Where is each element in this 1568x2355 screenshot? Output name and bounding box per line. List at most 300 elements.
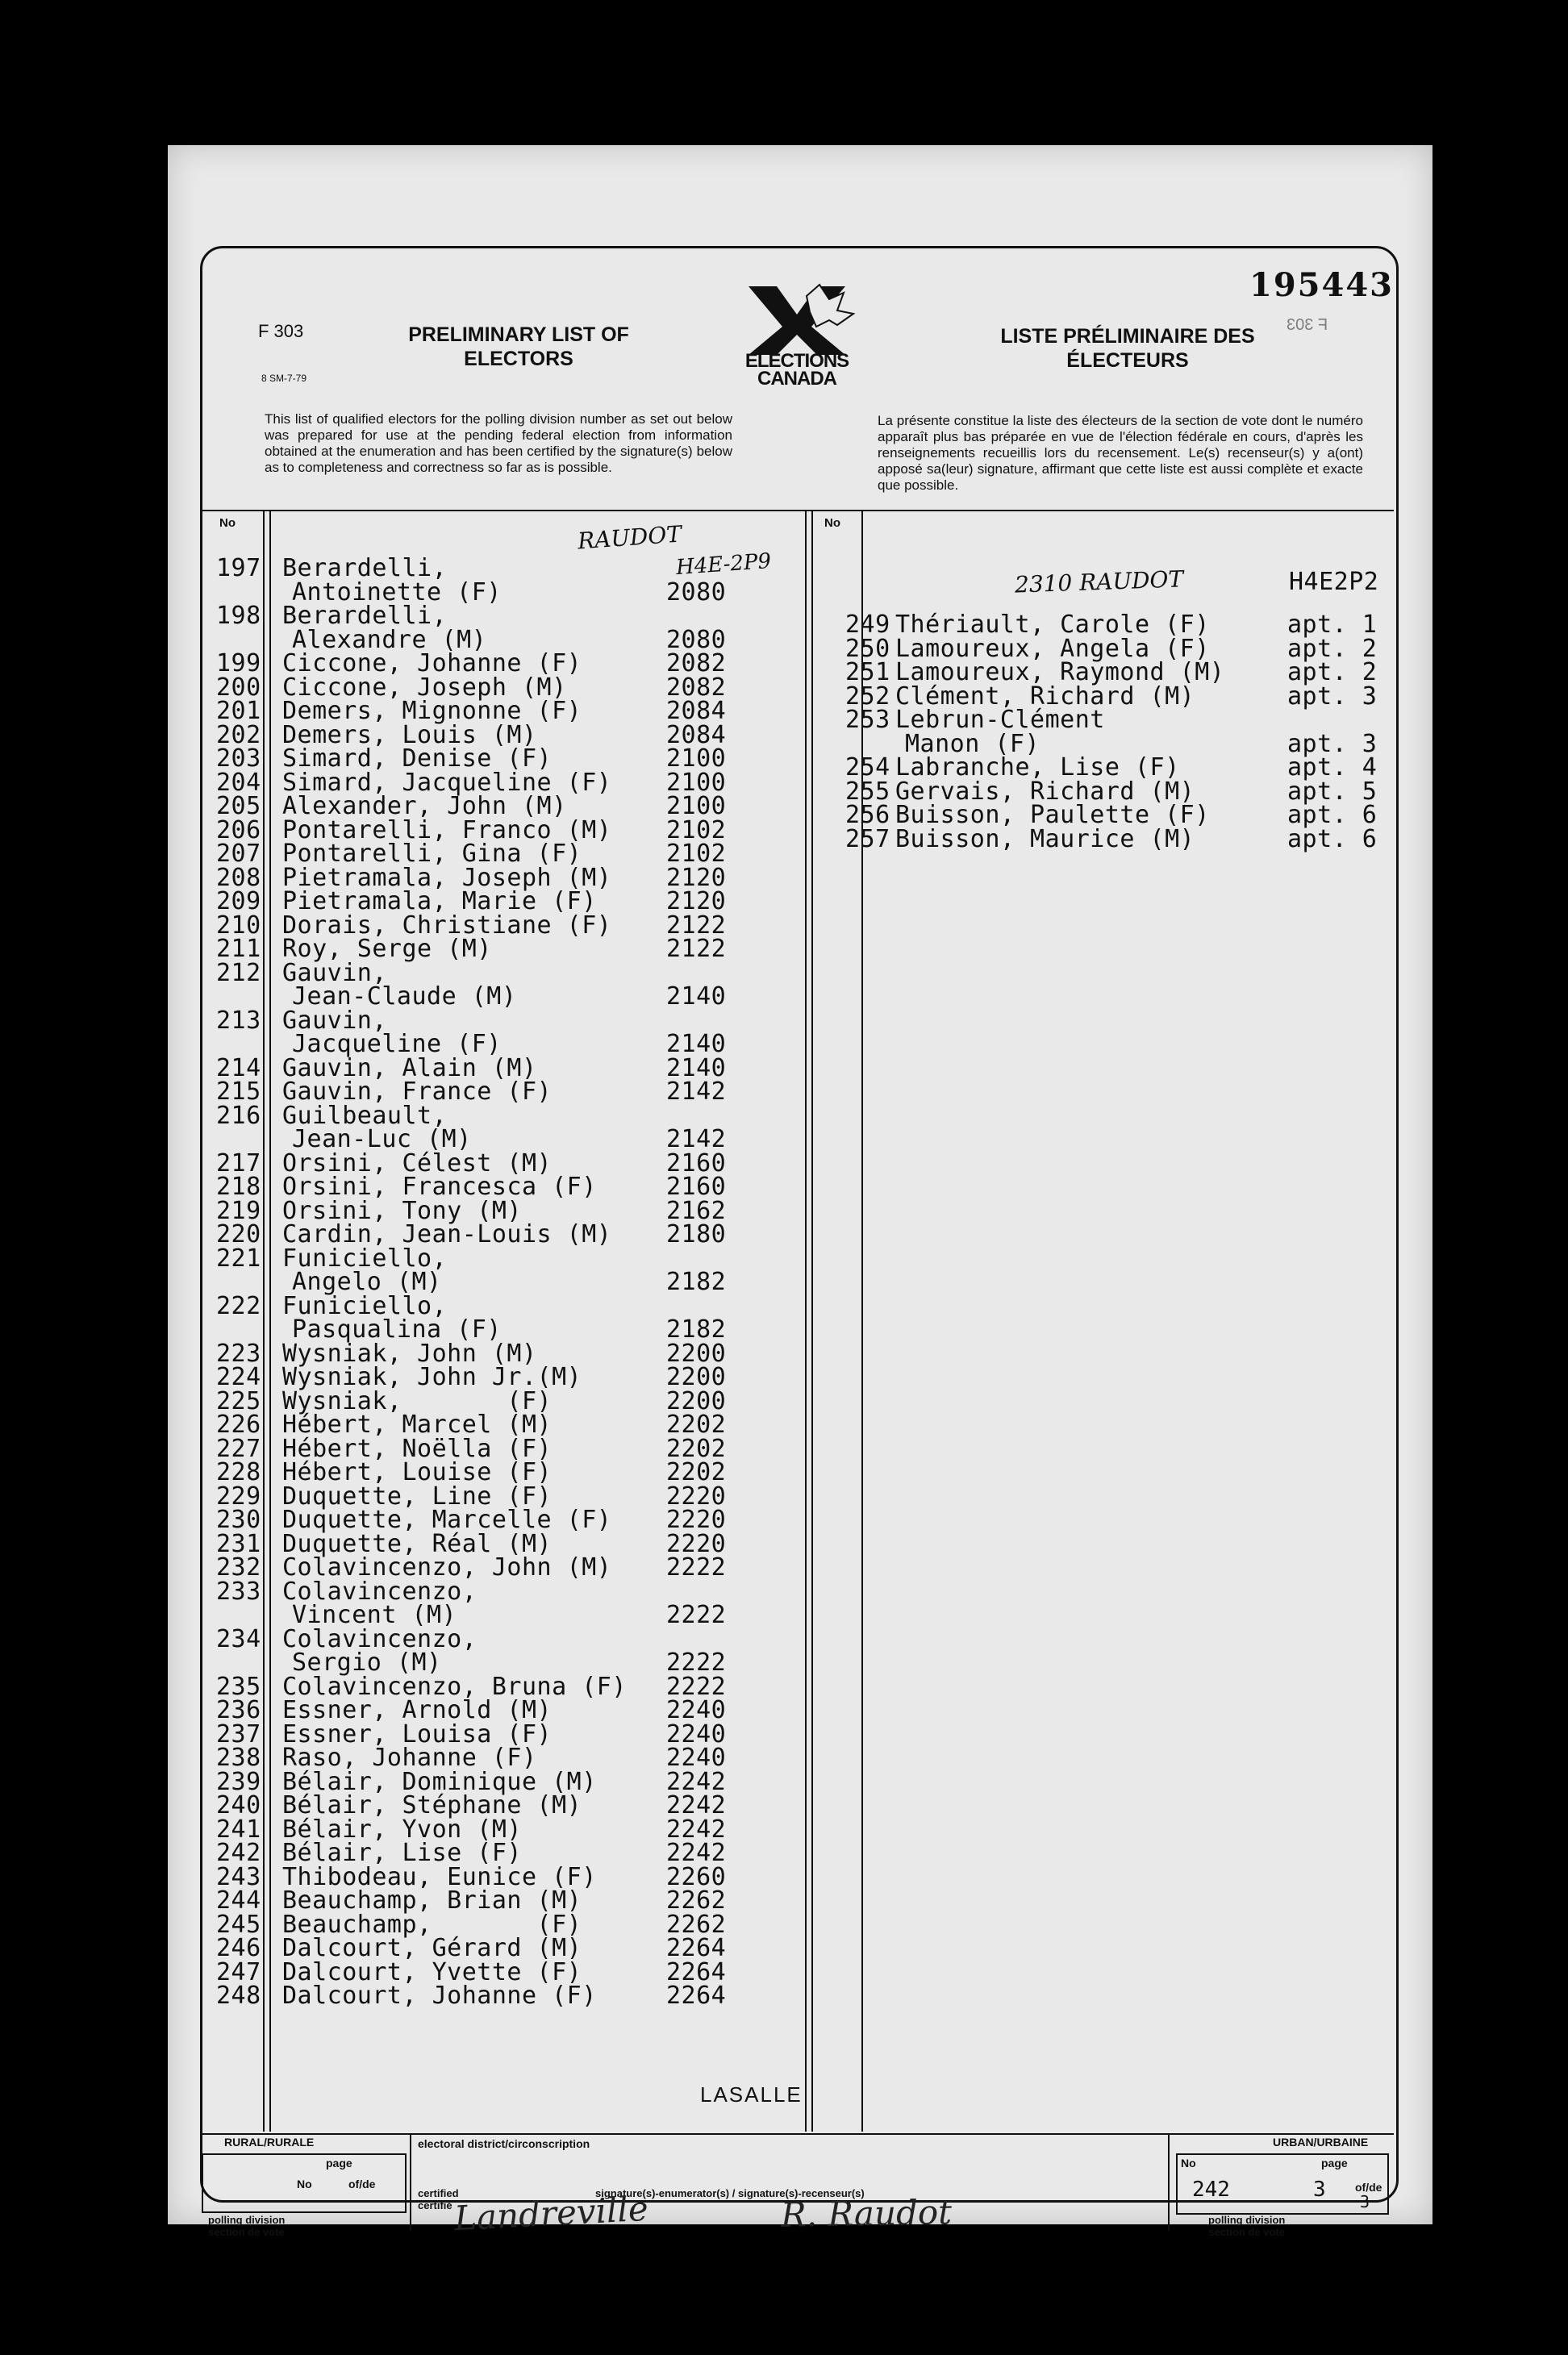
left-entry-number: 237 <box>216 1719 261 1749</box>
left-entry-line <box>216 1315 829 1344</box>
footer-divider-right <box>1168 2134 1170 2231</box>
left-entry-number: 210 <box>216 911 261 940</box>
left-entry-name: Wysniak, (F) <box>282 1386 553 1415</box>
left-entry-address: 2084 <box>666 720 727 749</box>
left-entry-number: 217 <box>216 1148 261 1178</box>
left-entry-name: Wysniak, John (M) <box>282 1339 537 1368</box>
left-entry-number: 230 <box>216 1506 261 1534</box>
left-entry-number: 234 <box>216 1624 261 1653</box>
left-entry-number: 214 <box>216 1053 261 1082</box>
left-entry-name: Angelo (M) <box>292 1268 442 1296</box>
left-entry-line <box>216 1413 829 1437</box>
column-header-no-right: No <box>821 516 844 530</box>
left-entry-name: Ciccone, Joseph (M) <box>282 673 567 702</box>
left-entry-line <box>216 649 829 677</box>
rural-label: RURAL/RURALE <box>224 2136 315 2149</box>
left-entry-number: 239 <box>216 1767 261 1796</box>
right-entry-address: apt. 5 <box>1287 777 1378 806</box>
signature-label: signature(s)-enumerator(s) / signature(s)-recenseur(s) <box>595 2187 865 2199</box>
left-entry-address: 2200 <box>666 1339 727 1368</box>
right-entry-name: Gervais, Richard (M) <box>895 777 1195 806</box>
postal-code-right: H4E2P2 <box>1289 568 1379 596</box>
left-entry-number: 203 <box>216 744 261 773</box>
left-entry-line <box>216 1127 829 1152</box>
left-entry-line <box>216 911 829 940</box>
rural-page-label: page <box>326 2157 352 2170</box>
right-entry-address: apt. 6 <box>1287 824 1378 853</box>
left-entry-address: 2202 <box>666 1458 727 1486</box>
left-entry-name: Thibodeau, Eunice (F) <box>282 1862 597 1891</box>
left-entry-name: Demers, Louis (M) <box>282 720 537 749</box>
left-entry-line <box>216 1220 829 1248</box>
left-entry-line <box>216 1957 829 1986</box>
left-entry-address: 2262 <box>666 1886 727 1915</box>
left-entry-name: Hébert, Noëlla (F) <box>282 1434 553 1463</box>
left-entry-number: 245 <box>216 1910 261 1939</box>
left-entry-name: Cardin, Jean-Louis (M) <box>282 1220 612 1248</box>
left-entry-number: 215 <box>216 1077 261 1106</box>
left-entry-name: Pontarelli, Franco (M) <box>282 815 612 844</box>
left-entry-name: Vincent (M) <box>292 1601 457 1629</box>
right-entry-name: Labranche, Lise (F) <box>895 753 1180 782</box>
right-entry-address: apt. 2 <box>1287 634 1378 663</box>
left-entry-line <box>216 1148 829 1178</box>
left-entry-address: 2262 <box>666 1910 727 1939</box>
left-entry-address: 2202 <box>666 1434 727 1463</box>
elections-canada-logo <box>716 278 878 391</box>
left-entry-number: 199 <box>216 649 261 677</box>
left-entry-name: Antoinette (F) <box>292 577 502 606</box>
left-entry-name: Wysniak, John Jr.(M) <box>282 1363 582 1391</box>
left-entry-address: 2102 <box>666 815 727 844</box>
left-entry-address: 2222 <box>666 1648 727 1677</box>
left-entry-name: Berardelli, <box>282 602 448 630</box>
left-entry-name: Duquette, Marcelle (F) <box>282 1506 612 1534</box>
left-entry-name: Funiciello, <box>282 1244 448 1273</box>
right-entry-address: apt. 3 <box>1287 729 1378 758</box>
left-entry-line <box>216 604 829 628</box>
left-entry-line <box>216 1886 829 1915</box>
right-entry-address: apt. 4 <box>1287 753 1378 782</box>
page-number: 3 <box>1313 2178 1326 2202</box>
left-entry-number: 223 <box>216 1339 261 1368</box>
left-entry-address: 2264 <box>666 1934 727 1962</box>
right-entry-name: Lebrun-Clément <box>895 706 1105 734</box>
left-entry-line <box>216 1696 829 1724</box>
left-entry-number: 202 <box>216 720 261 749</box>
left-entry-number: 207 <box>216 840 261 868</box>
left-entry-number: 241 <box>216 1815 261 1844</box>
left-entry-address: 2120 <box>666 863 727 892</box>
title-english: PRELIMINARY LIST OF ELECTORS <box>408 323 629 370</box>
left-entry-number: 205 <box>216 792 261 820</box>
left-entry-line <box>216 937 829 961</box>
left-entry-line <box>216 1101 829 1130</box>
left-entry-name: Jean-Claude (M) <box>292 982 517 1011</box>
left-entry-line <box>216 1746 829 1770</box>
urban-polling-label: polling division section de vote <box>1208 2214 1286 2238</box>
header-rule <box>202 510 1394 511</box>
right-entry-name: Manon (F) <box>905 729 1040 758</box>
left-entry-line <box>216 1815 829 1844</box>
left-entry-name: Sergio (M) <box>292 1648 442 1677</box>
intro-paragraph-en: This list of qualified electors for the polling division number as set out below was prepared for use at the pending federal election from information obtained at the enumeration and has been certified by the signature(s) below as to completeness and correctness so far as is possible. <box>265 411 732 475</box>
left-entry-address: 2080 <box>666 577 727 606</box>
left-entry-line <box>216 1032 829 1057</box>
left-entry-name: Colavincenzo, Bruna (F) <box>282 1672 627 1701</box>
left-entry-line <box>216 1006 829 1035</box>
intro-paragraph-fr: La présente constitue la liste des électeurs de la section de vote dont le numéro apparaît plus bas préparée en vue de l'élection fédérale en cours, d'après les renseignements recueillis lors du recensement. Le(s) recenseur(s) y a(ont) apposé sa(leur) signature, affirmant que cette liste est aussi complète et exacte que possible. <box>878 413 1363 493</box>
right-entry-address: apt. 3 <box>1287 681 1378 711</box>
left-entry-address: 2200 <box>666 1363 727 1391</box>
polling-division-number: 242 <box>1192 2178 1230 2202</box>
left-entry-name: Bélair, Lise (F) <box>282 1839 522 1867</box>
left-entry-number: 247 <box>216 1957 261 1986</box>
left-entry-address: 2140 <box>666 1030 727 1058</box>
left-entry-name: Berardelli, <box>282 554 448 582</box>
district-label: electoral district/circonscription <box>418 2137 590 2150</box>
left-entry-name: Pontarelli, Gina (F) <box>282 840 582 868</box>
logo-line-2: CANADA <box>757 368 836 390</box>
left-entry-line <box>216 1553 829 1582</box>
left-entry-line <box>216 1291 829 1320</box>
right-entry-line <box>845 729 1426 758</box>
right-entry-number: 256 <box>845 801 890 829</box>
left-entry-name: Ciccone, Johanne (F) <box>282 649 582 677</box>
left-entry-address: 2182 <box>666 1315 727 1344</box>
elector-list-left <box>216 556 829 2008</box>
urban-of-label: of/de <box>1355 2181 1382 2194</box>
right-entry-number: 257 <box>845 824 890 853</box>
left-entry-line <box>216 1672 829 1701</box>
left-entry-number: 235 <box>216 1672 261 1701</box>
left-entry-address: 2260 <box>666 1862 727 1891</box>
left-entry-number: 248 <box>216 1982 261 2010</box>
left-entry-line <box>216 1196 829 1225</box>
right-entry-line <box>845 658 1426 686</box>
right-entry-line <box>845 777 1426 806</box>
left-entry-number: 209 <box>216 887 261 915</box>
left-entry-number: 228 <box>216 1458 261 1486</box>
left-entry-number: 221 <box>216 1244 261 1273</box>
right-entry-name: Buisson, Paulette (F) <box>895 801 1210 829</box>
left-entry-name: Alexander, John (M) <box>282 792 567 820</box>
left-entry-line <box>216 1767 829 1796</box>
left-entry-number: 244 <box>216 1886 261 1915</box>
left-entry-line <box>216 794 829 819</box>
left-entry-number: 224 <box>216 1363 261 1391</box>
left-entry-name: Bélair, Stéphane (M) <box>282 1791 582 1819</box>
left-entry-name: Bélair, Yvon (M) <box>282 1815 522 1844</box>
left-entry-address: 2080 <box>666 625 727 654</box>
left-entry-line <box>216 720 829 749</box>
left-entry-address: 2100 <box>666 792 727 820</box>
left-entry-line <box>216 1719 829 1749</box>
left-entry-line <box>216 1508 829 1532</box>
left-entry-name: Dalcourt, Yvette (F) <box>282 1957 582 1986</box>
handwritten-postal-left: H4E-2P9 <box>675 548 772 581</box>
left-entry-address: 2180 <box>666 1220 727 1248</box>
right-entry-address: apt. 1 <box>1287 611 1378 639</box>
left-entry-number: 213 <box>216 1006 261 1035</box>
left-entry-address: 2100 <box>666 768 727 797</box>
left-entry-name: Beauchamp, Brian (M) <box>282 1886 582 1915</box>
left-entry-number: 243 <box>216 1862 261 1891</box>
left-entry-number: 246 <box>216 1934 261 1962</box>
left-entry-line <box>216 556 829 581</box>
left-entry-number: 208 <box>216 863 261 892</box>
left-entry-address: 2222 <box>666 1601 727 1629</box>
left-entry-address: 2242 <box>666 1791 727 1819</box>
left-entry-line <box>216 1434 829 1463</box>
left-entry-number: 218 <box>216 1173 261 1201</box>
right-entry-line <box>845 613 1426 637</box>
left-entry-line <box>216 1339 829 1368</box>
left-entry-name: Bélair, Dominique (M) <box>282 1767 597 1796</box>
left-entry-line <box>216 887 829 915</box>
right-entry-number: 249 <box>845 611 890 639</box>
left-entry-address: 2160 <box>666 1173 727 1201</box>
title-french: LISTE PRÉLIMINAIRE DES ÉLECTEURS <box>1000 325 1255 372</box>
right-entry-number: 251 <box>845 658 890 686</box>
left-entry-number: 222 <box>216 1291 261 1320</box>
left-entry-number: 200 <box>216 673 261 702</box>
left-entry-name: Simard, Jacqueline (F) <box>282 768 612 797</box>
left-entry-number: 198 <box>216 602 261 630</box>
left-entry-name: Essner, Arnold (M) <box>282 1696 553 1724</box>
left-entry-line <box>216 1648 829 1677</box>
left-entry-line <box>216 625 829 654</box>
left-entry-name: Alexandre (M) <box>292 625 487 654</box>
left-entry-number: 204 <box>216 768 261 797</box>
left-entry-address: 2242 <box>666 1815 727 1844</box>
left-entry-line <box>216 699 829 723</box>
left-entry-number: 233 <box>216 1577 261 1606</box>
left-entry-line <box>216 1577 829 1606</box>
right-entry-name: Lamoureux, Raymond (M) <box>895 658 1225 686</box>
right-entry-line <box>845 634 1426 663</box>
column-header-no-left: No <box>216 516 239 530</box>
left-entry-number: 227 <box>216 1434 261 1463</box>
left-entry-name: Colavincenzo, John (M) <box>282 1553 612 1582</box>
left-entry-name: Duquette, Réal (M) <box>282 1529 553 1558</box>
left-entry-name: Jacqueline (F) <box>292 1030 502 1058</box>
left-entry-number: 212 <box>216 958 261 987</box>
right-entry-number: 250 <box>845 634 890 663</box>
right-entry-name: Thériault, Carole (F) <box>895 611 1210 639</box>
right-entry-number: 255 <box>845 777 890 806</box>
left-entry-number: 226 <box>216 1411 261 1439</box>
right-entry-name: Clément, Richard (M) <box>895 681 1195 711</box>
left-entry-name: Pasqualina (F) <box>292 1315 502 1344</box>
right-entry-name: Buisson, Maurice (M) <box>895 824 1195 853</box>
left-entry-address: 2222 <box>666 1672 727 1701</box>
footer-divider-left <box>410 2134 411 2231</box>
right-entry-address: apt. 2 <box>1287 658 1378 686</box>
form-revision: 8 SM-7-79 <box>261 373 307 384</box>
right-entry-name: Lamoureux, Angela (F) <box>895 634 1210 663</box>
district-value: LASALLE <box>700 2082 803 2107</box>
left-entry-line <box>216 1365 829 1390</box>
left-entry-address: 2122 <box>666 911 727 940</box>
right-entry-address: apt. 6 <box>1287 801 1378 829</box>
left-entry-line <box>216 1936 829 1961</box>
urban-label: URBAN/URBAINE <box>1273 2136 1369 2149</box>
right-entry-number: 254 <box>845 753 890 782</box>
left-entry-line <box>216 1529 829 1558</box>
page-of-number: 3 <box>1360 2192 1370 2211</box>
right-entry-line <box>845 681 1426 711</box>
left-entry-name: Beauchamp, (F) <box>282 1910 582 1939</box>
left-entry-address: 2220 <box>666 1529 727 1558</box>
left-entry-name: Hébert, Marcel (M) <box>282 1411 553 1439</box>
left-entry-name: Gauvin, France (F) <box>282 1077 553 1106</box>
left-entry-name: Dalcourt, Gérard (M) <box>282 1934 582 1962</box>
left-entry-name: Colavincenzo, <box>282 1624 477 1653</box>
left-entry-address: 2264 <box>666 1982 727 2010</box>
left-entry-line <box>216 768 829 797</box>
left-entry-name: Dalcourt, Johanne (F) <box>282 1982 597 2010</box>
left-entry-name: Pietramala, Joseph (M) <box>282 863 612 892</box>
left-entry-number: 238 <box>216 1744 261 1772</box>
right-entry-number: 252 <box>845 681 890 711</box>
left-entry-number: 231 <box>216 1529 261 1558</box>
left-entry-number: 225 <box>216 1386 261 1415</box>
logo-line-1: ELECTIONS <box>744 350 849 372</box>
left-entry-number: 211 <box>216 935 261 963</box>
left-entry-number: 206 <box>216 815 261 844</box>
left-entry-line <box>216 1910 829 1939</box>
left-entry-address: 2222 <box>666 1553 727 1582</box>
left-entry-name: Demers, Mignonne (F) <box>282 697 582 725</box>
left-entry-address: 2220 <box>666 1506 727 1534</box>
left-entry-name: Colavincenzo, <box>282 1577 477 1606</box>
left-entry-name: Roy, Serge (M) <box>282 935 492 963</box>
left-entry-number: 242 <box>216 1839 261 1867</box>
left-entry-line <box>216 1624 829 1653</box>
left-entry-address: 2182 <box>666 1268 727 1296</box>
left-entry-line <box>216 1053 829 1082</box>
left-entry-line <box>216 1386 829 1415</box>
left-entry-name: Gauvin, Alain (M) <box>282 1053 537 1082</box>
left-entry-address: 2082 <box>666 673 727 702</box>
left-entry-number: 216 <box>216 1101 261 1130</box>
left-entry-line <box>216 1603 829 1628</box>
signature-enumerator-2: R. Raudot <box>780 2192 953 2235</box>
left-entry-name: Orsini, Célest (M) <box>282 1148 553 1178</box>
left-entry-number: 197 <box>216 554 261 582</box>
left-entry-number: 201 <box>216 697 261 725</box>
left-entry-address: 2142 <box>666 1077 727 1106</box>
left-entry-line <box>216 1791 829 1819</box>
left-entry-address: 2140 <box>666 1053 727 1082</box>
rural-polling-label: polling division section de vote <box>208 2214 286 2238</box>
left-entry-address: 2100 <box>666 744 727 773</box>
left-entry-number: 219 <box>216 1196 261 1225</box>
left-entry-name: Gauvin, <box>282 1006 387 1035</box>
left-entry-line <box>216 842 829 866</box>
left-entry-name: Jean-Luc (M) <box>292 1125 472 1153</box>
left-entry-number: 236 <box>216 1696 261 1724</box>
left-entry-name: Raso, Johanne (F) <box>282 1744 537 1772</box>
urban-no-label: No <box>1181 2157 1196 2170</box>
certified-label: certified certifié <box>418 2187 459 2211</box>
left-entry-number: 232 <box>216 1553 261 1582</box>
left-entry-name: Orsini, Tony (M) <box>282 1196 522 1225</box>
signature-enumerator-1: Landreville <box>452 2188 649 2239</box>
left-entry-address: 2140 <box>666 982 727 1011</box>
left-entry-name: Simard, Denise (F) <box>282 744 553 773</box>
left-entry-line <box>216 1458 829 1486</box>
left-entry-number: 229 <box>216 1482 261 1511</box>
left-entry-address: 2082 <box>666 649 727 677</box>
left-entry-address: 2240 <box>666 1719 727 1749</box>
left-entry-name: Hébert, Louise (F) <box>282 1458 553 1486</box>
left-entry-name: Dorais, Christiane (F) <box>282 911 612 940</box>
left-entry-address: 2242 <box>666 1767 727 1796</box>
handwritten-street-left: RAUDOT <box>577 520 682 555</box>
left-entry-address: 2084 <box>666 697 727 725</box>
left-entry-line <box>216 958 829 987</box>
left-entry-line <box>216 815 829 844</box>
left-entry-address: 2202 <box>666 1411 727 1439</box>
left-entry-address: 2142 <box>666 1125 727 1153</box>
left-entry-number: 240 <box>216 1791 261 1819</box>
left-entry-name: Funiciello, <box>282 1291 448 1320</box>
left-entry-line <box>216 1077 829 1106</box>
right-entry-line <box>845 753 1426 782</box>
left-entry-line <box>216 982 829 1011</box>
left-entry-address: 2240 <box>666 1696 727 1724</box>
right-entry-number: 253 <box>845 706 890 734</box>
rural-no-label: No <box>297 2178 312 2190</box>
left-entry-line <box>216 1841 829 1865</box>
footer-rule <box>202 2133 1394 2135</box>
elector-list-right <box>845 613 1426 851</box>
left-entry-address: 2242 <box>666 1839 727 1867</box>
left-entry-name: Pietramala, Marie (F) <box>282 887 597 915</box>
right-entry-line <box>845 824 1426 853</box>
left-entry-number: 220 <box>216 1220 261 1248</box>
left-entry-name: Orsini, Francesca (F) <box>282 1173 597 1201</box>
serial-number: 195443 <box>1249 266 1394 304</box>
right-entry-line <box>845 708 1426 732</box>
rural-of-label: of/de <box>348 2178 376 2190</box>
left-entry-name: Duquette, Line (F) <box>282 1482 553 1511</box>
urban-page-label: page <box>1321 2157 1348 2170</box>
left-entry-line <box>216 863 829 892</box>
right-entry-line <box>845 803 1426 827</box>
left-entry-address: 2240 <box>666 1744 727 1772</box>
left-entry-line <box>216 673 829 702</box>
left-entry-line <box>216 1244 829 1273</box>
left-entry-name: Essner, Louisa (F) <box>282 1719 553 1749</box>
left-entry-address: 2264 <box>666 1957 727 1986</box>
left-entry-line <box>216 744 829 773</box>
left-entry-address: 2120 <box>666 887 727 915</box>
document-sheet <box>168 145 1432 2239</box>
left-entry-address: 2122 <box>666 935 727 963</box>
left-entry-address: 2160 <box>666 1148 727 1178</box>
maple-leaf-x-icon <box>716 278 878 359</box>
left-entry-name: Guilbeault, <box>282 1101 448 1130</box>
form-code: F 303 <box>258 321 304 341</box>
left-entry-address: 2220 <box>666 1482 727 1511</box>
left-entry-name: Gauvin, <box>282 958 387 987</box>
form-code-mirrored: F 303 <box>1286 316 1328 334</box>
handwritten-street-right: 2310 RAUDOT <box>1014 565 1184 598</box>
left-entry-address: 2200 <box>666 1386 727 1415</box>
